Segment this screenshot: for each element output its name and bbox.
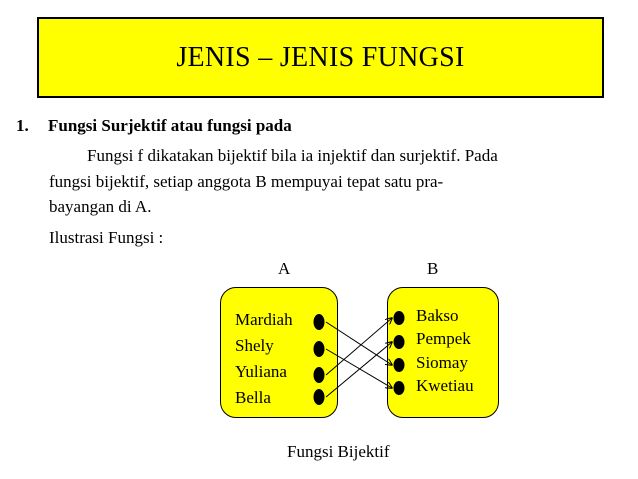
- set-b-item-pempek: Pempek: [416, 329, 471, 348]
- paragraph-line-2: fungsi bijektif, setiap anggota B mempuyai tepat satu pra-: [49, 171, 444, 191]
- paragraph-line-1: [49, 143, 619, 169]
- title-banner: [37, 17, 604, 98]
- set-a-item-shely: Shely: [235, 336, 274, 355]
- paragraph-line-3: bayangan di A.: [49, 197, 152, 216]
- set-b-item-siomay: Siomay: [416, 353, 468, 372]
- set-b-item-bakso: Bakso: [416, 306, 459, 325]
- set-a-item-yuliana: Yuliana: [235, 362, 287, 381]
- section-heading-text: Fungsi Surjektif atau fungsi pada: [48, 116, 292, 135]
- set-b-label: B: [427, 259, 439, 278]
- page-title: JENIS – JENIS FUNGSI: [176, 41, 465, 73]
- definition-paragraph: [49, 143, 619, 220]
- section-number: 1.: [16, 116, 29, 135]
- section-heading: [16, 116, 292, 136]
- set-a-label: A: [278, 259, 291, 278]
- diagram-caption: Fungsi Bijektif: [287, 442, 390, 461]
- paragraph-line-1-text: Fungsi f dikatakan bijektif bila ia injektif dan surjektif. Pada: [87, 146, 498, 165]
- set-a-item-mardiah: Mardiah: [235, 310, 293, 329]
- illustration-label: Ilustrasi Fungsi :: [49, 228, 164, 247]
- set-a-item-bella: Bella: [235, 388, 271, 407]
- set-b-item-kwetiau: Kwetiau: [416, 376, 474, 395]
